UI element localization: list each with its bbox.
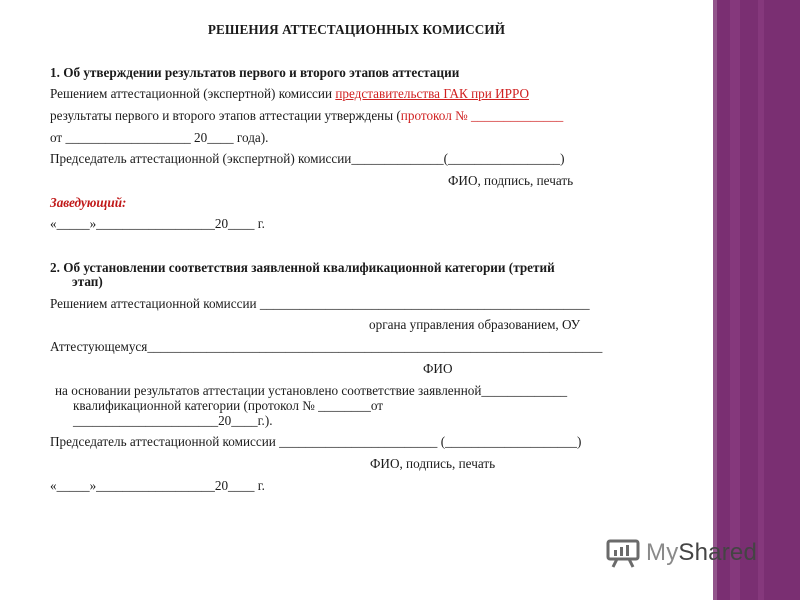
section2-basis-line2: квалификационной категории (протокол № ________от <box>73 398 384 413</box>
section2-basis-line3: ______________________20____г.). <box>73 413 273 428</box>
section1-date-line: от ___________________ 20____ года). <box>50 130 269 145</box>
section2-commission-line: Решением аттестационной комиссии __________________________________________________ <box>50 296 590 311</box>
section2-heading-line1: 2. Об установлении соответствия заявленной квалификационной категории (третий <box>50 260 555 275</box>
section1-line2 <box>50 108 563 124</box>
representation-name: представительства ГАК при ИРРО <box>335 86 529 101</box>
section1-chairman-line: Председатель аттестационной (экспертной) комиссии______________(_________________) <box>50 151 565 166</box>
section1-line1-text: Решением аттестационной (экспертной) комиссии <box>50 86 336 101</box>
sidebar-stripe <box>758 0 764 600</box>
protocol-number-field: протокол № ______________ <box>400 108 564 123</box>
section1-date-signature: «_____»__________________20____ г. <box>50 216 265 231</box>
section1-line2-text: результаты первого и второго этапов аттестации утверждены ( <box>50 108 401 123</box>
section2-heading-line2: этап) <box>72 274 103 289</box>
section2-attestee-caption: ФИО <box>423 361 453 376</box>
sidebar-edge <box>713 0 717 600</box>
watermark-text: MyShared <box>646 539 757 566</box>
head-label: Заведующий: <box>50 195 127 210</box>
section1-line1 <box>50 86 529 102</box>
section1-signature-caption: ФИО, подпись, печать <box>448 173 574 188</box>
slide-sidebar-decoration <box>713 0 800 600</box>
section2-chairman-line: Председатель аттестационной комиссии ________________________ (____________________) <box>50 434 582 449</box>
section2-date-signature: «_____»__________________20____ г. <box>50 478 265 493</box>
section2-attestee-line: Аттестующемуся_____________________________________________________________________ <box>50 339 603 354</box>
document-title: РЕШЕНИЯ АТТЕСТАЦИОННЫХ КОМИССИЙ <box>207 22 506 37</box>
section2-signature-caption: ФИО, подпись, печать <box>370 456 496 471</box>
sidebar-stripe <box>730 0 740 600</box>
section2-basis-line1: на основании результатов аттестации установлено соответствие заявленной_____________ <box>55 383 568 398</box>
section1-heading: 1. Об утверждении результатов первого и второго этапов аттестации <box>50 65 460 80</box>
presentation-board-icon <box>606 538 640 568</box>
section2-commission-caption: органа управления образованием, ОУ <box>369 317 581 332</box>
